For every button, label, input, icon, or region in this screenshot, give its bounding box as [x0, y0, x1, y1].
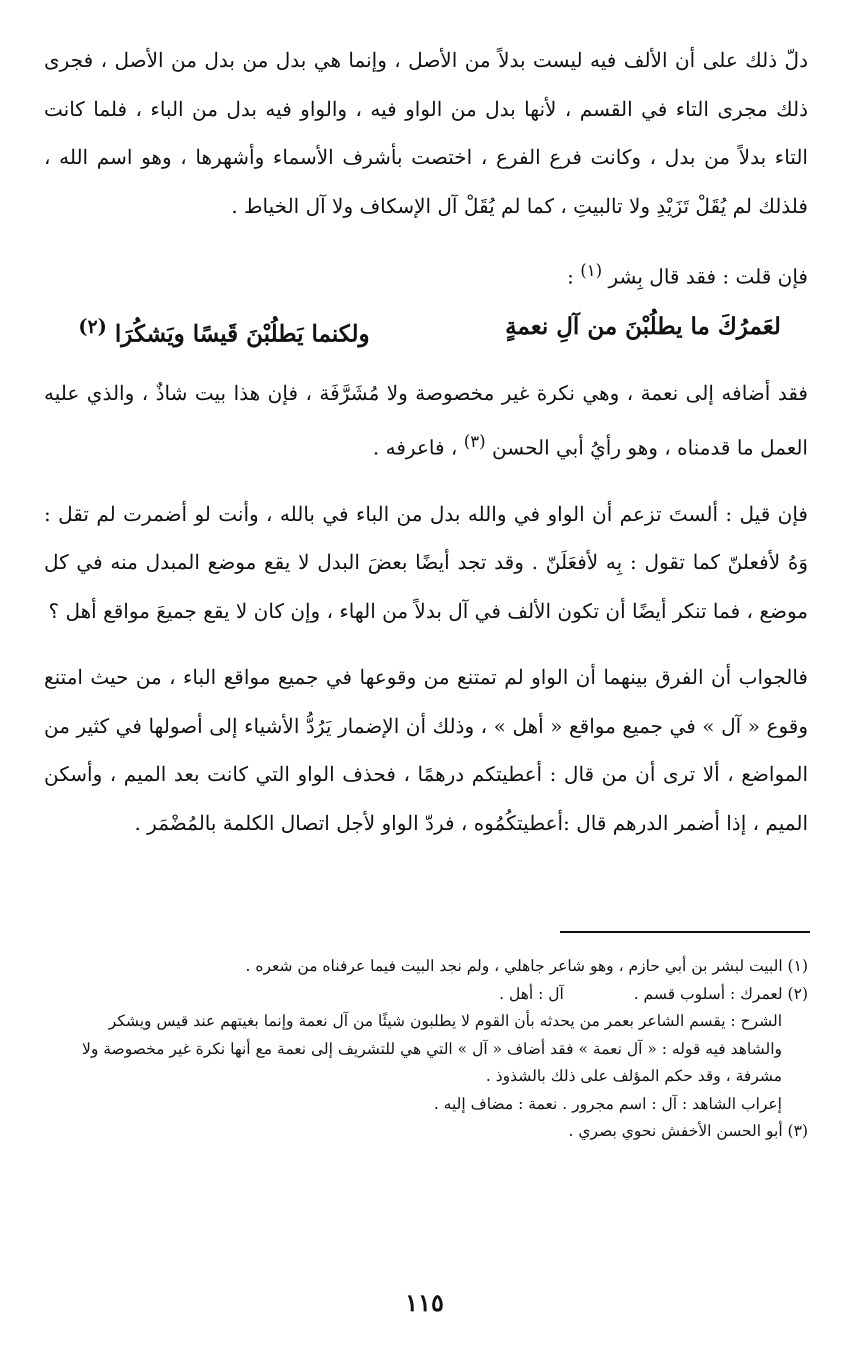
footnote-2-parsing: إعراب الشاهد : آل : اسم مجرور . نعمة : مضاف إليه . [433, 1094, 782, 1113]
footnote-ref-3: (٣) [463, 431, 486, 451]
poetry-verse [44, 300, 808, 362]
paragraph-4: فإن قيل : ألستَ تزعم أن الواو في والله بدل من الباء في بالله ، وأنت لو أضمرت لم تقل : وَهُ لأفعلنّ كما تقول : بِه لأفعَلَنّ . وقد تجد أيضًا بعضَ البدل لا يقع موضع المبدل منه في كل موضع ، فما تنكر أيضًا أن تكون الألف في آل بدلاً من الهاء ، وإن كان لا يقع جميعَ مواقع أهل ؟ [44, 501, 808, 623]
footnote-2a: (٢) لعمرك : أسلوب قسم . [633, 984, 808, 1003]
paragraph-3-text: فقد أضافه إلى نعمة ، وهي نكرة غير مخصوصة ولا مُشَرَّفَة ، فإن هذا بيت شاذٌ ، والذي عليه العمل ما قدمناه ، وهو رأيُ أبي الحسن [44, 381, 808, 460]
footnote-separator [560, 931, 810, 933]
paragraph-3-end: ، فاعرفه . [372, 435, 458, 460]
page-number: ١١٥ [405, 1288, 444, 1317]
footnote-1: (١) البيت لبشر بن أبي حازم ، وهو شاعر جاهلي ، ولم نجد البيت فيما عرفناه من شعره . [245, 957, 808, 975]
footnote-2b: آل : أهل . [499, 984, 564, 1003]
main-text [44, 36, 808, 857]
verse-second-hemistich [44, 300, 404, 362]
paragraph-3 [44, 369, 808, 472]
footnote-ref-1: (١) [580, 261, 603, 280]
verse-first-hemistich: لعَمرُكَ ما يطلُبْنَ من آلِ نعمةٍ [505, 312, 781, 340]
footnote-3: (٣) أبو الحسن الأخفش نحوي بصري . [568, 1122, 808, 1140]
poet-intro [44, 248, 808, 300]
paragraph-5: فالجواب أن الفرق بينهما أن الواو لم تمتنع من وقوعها في جميع مواقع الباء ، من حيث امتنع وقوع « آل » في جميع مواقع « أهل » ، وذلك أن الإضمار يَرُدُّ الأشياء إلى أصولها في كثير من المواضع ، ألا ترى أن من قال : أعطيتكم درهمًا ، فحذف الواو التي كانت بعد الميم ، وأسكن الميم ، إذا أضمر الدرهم قال :أعطيتكُمُوه ، فردّ الواو لأجل اتصال الكلمة بالمُضْمَر . [44, 665, 808, 835]
poet-intro-text: فإن قلت : فقد قال بِشر [608, 264, 808, 289]
verse-second-text: ولكنما يَطلُبْنَ قَيسًا ويَشكُرَا [114, 320, 370, 348]
footnote-2-evidence: والشاهد فيه قوله : « آل نعمة » فقد أضاف « آل » التي هي للتشريف إلى نعمة مع أنها نكرة غير مخصوصة ولا مشرفة ، وقد حكم المؤلف على ذلك بالشذوذ . [81, 1039, 782, 1085]
footnotes [44, 953, 808, 1146]
footnote-2-line [44, 981, 808, 1009]
footnote-ref-2: (٢) [78, 314, 107, 338]
paragraph-1: دلّ ذلك على أن الألف فيه ليست بدلاً من الأصل ، وإنما هي بدل من بدل من الأصل ، فجرى ذلك مجرى التاء في القسم ، لأنها بدل من الواو فيه ، والواو فيه بدل من الباء ، فلما كانت التاء بدلاً من بدل ، وكانت فرع الفرع ، اختصت بأشرف الأسماء وأشهرها ، وهو اسم الله ، فلذلك لم يُقَلْ تَزَيْدِ ولا تالبيتِ ، كما لم يُقَلْ آل الإسكاف ولا آل الخياط . [44, 48, 808, 218]
footnote-2-explanation: الشرح : يقسم الشاعر بعمر من يحدثه بأن القوم لا يطلبون شيئًا من آل نعمة وإنما بغيتهم عند قيس ويشكر [108, 1012, 782, 1030]
poet-intro-colon: : [567, 264, 574, 289]
